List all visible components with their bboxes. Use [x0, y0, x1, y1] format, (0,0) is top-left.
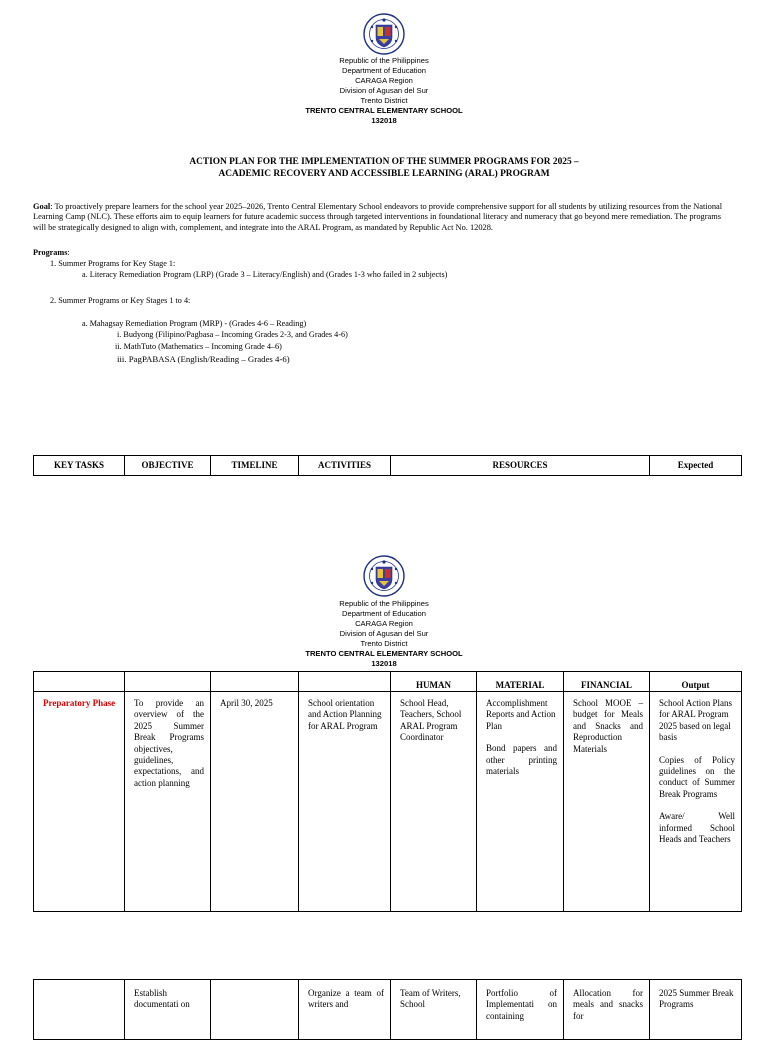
goal-paragraph [33, 202, 733, 233]
deped-seal-logo-page-2 [363, 555, 405, 597]
objective-cell: Establish documentati on [134, 988, 190, 1010]
objective-cell: To provide an overview of the 2025 Summer Break Programs objectives, guidelines, expectations, and action planning [134, 698, 204, 788]
letterhead-department: Department of Education [341, 609, 426, 618]
letterhead-school: TRENTO CENTRAL ELEMENTARY SCHOOL [305, 106, 463, 115]
letterhead-district: Trento District [360, 639, 408, 648]
letterhead-region: CARAGA Region [355, 76, 413, 85]
program-sub-i: i. Budyong (Filipino/Pagbasa – Incoming Grades 2-3, and Grades 4-6) [117, 330, 348, 339]
letterhead [0, 56, 768, 126]
letterhead-school: TRENTO CENTRAL ELEMENTARY SCHOOL [305, 649, 463, 658]
material-item: Bond papers and other printing materials [486, 743, 557, 777]
material-item: Accomplishment Reports and Action Plan [486, 698, 556, 731]
title-line-2: ACADEMIC RECOVERY AND ACCESSIBLE LEARNING (ARAL) PROGRAM [218, 169, 550, 179]
header-expected: Expected [650, 456, 742, 476]
table-row [34, 692, 742, 912]
human-resources-cell: Team of Writers, School [400, 988, 461, 1010]
action-plan-table-header [33, 455, 742, 476]
programs-label: Programs: [33, 248, 70, 257]
header-output: Output [650, 672, 742, 692]
activities-cell: Organize a team of writers and [308, 988, 384, 1010]
letterhead-region: CARAGA Region [355, 619, 413, 628]
program-item-2: 2. Summer Programs or Key Stages 1 to 4: [50, 296, 191, 305]
goal-text: : To proactively prepare learners for the school year 2025–2026, Trento Central Elementary School endeavors to provide comprehensive support for all students by utilizing resources from the National Learning Camp (NLC). These efforts aim to equip learners for future academic success through targeted interventions in foundational literacy and numeracy that go beyond mere remediation. The programs will be strategically designed to align with, complement, and integrate into the ARAL Program, as mandated by Republic Act No. 12028. [33, 202, 723, 232]
human-resources-cell: School Head, Teachers, School ARAL Program Coordinator [400, 698, 462, 743]
header-timeline: TIMELINE [211, 456, 299, 476]
material-resources-cell: Portfolio of Implementati on containing [486, 988, 557, 1021]
letterhead-country: Republic of the Philippines [339, 56, 429, 65]
title-line-1: ACTION PLAN FOR THE IMPLEMENTATION OF THE SUMMER PROGRAMS FOR 2025 – [189, 157, 579, 167]
table-row [34, 980, 742, 1040]
header-human: HUMAN [391, 672, 477, 692]
header-activities: ACTIVITIES [299, 456, 391, 476]
program-sub-iii: iii. PagPABASA (English/Reading – Grades 4-6) [117, 354, 290, 364]
program-item-1a: a. Literacy Remediation Program (LRP) (Grade 3 – Literacy/English) and (Grades 1-3 who failed in 2 subjects) [82, 270, 448, 279]
activities-cell: School orientation and Action Planning for ARAL Program [308, 698, 382, 731]
output-item: School Action Plans for ARAL Program 2025 based on legal basis [659, 698, 733, 743]
letterhead-school-id: 132018 [371, 659, 397, 668]
material-resources-cell [477, 692, 563, 777]
action-plan-table-continued [33, 979, 742, 1040]
letterhead-division: Division of Agusan del Sur [339, 86, 429, 95]
document-title [0, 156, 768, 180]
financial-resources-cell: Allocation for meals and snacks for [573, 988, 643, 1021]
header-key-tasks: KEY TASKS [34, 456, 125, 476]
deped-seal-logo [363, 13, 405, 55]
letterhead-department: Department of Education [341, 66, 426, 75]
program-sub-ii: ii. MathTuto (Mathematics – Incoming Grade 4–6) [115, 342, 282, 351]
header-financial: FINANCIAL [564, 672, 650, 692]
key-task-preparatory-phase: Preparatory Phase [43, 698, 116, 708]
letterhead-division: Division of Agusan del Sur [339, 629, 429, 638]
program-item-1: 1. Summer Programs for Key Stage 1: [50, 259, 176, 268]
letterhead-country: Republic of the Philippines [339, 599, 429, 608]
expected-output-cell: 2025 Summer Break Programs [659, 988, 734, 1010]
output-item: Aware/ Well informed School Heads and Teachers [659, 811, 735, 845]
header-material: MATERIAL [477, 672, 564, 692]
expected-output-cell [650, 692, 741, 845]
timeline-cell: April 30, 2025 [220, 698, 273, 708]
table-subheader-row [34, 672, 742, 692]
letterhead-district: Trento District [360, 96, 408, 105]
header-objective: OBJECTIVE [125, 456, 211, 476]
action-plan-table [33, 671, 742, 912]
output-item: Copies of Policy guidelines on the conduct of Summer Break Programs [659, 754, 735, 799]
goal-label: Goal [33, 202, 51, 211]
financial-resources-cell: School MOOE – budget for Meals and Snacks and Reproduction Materials [573, 698, 643, 754]
program-item-2a: a. Mahagsay Remediation Program (MRP) - (Grades 4-6 – Reading) [82, 319, 307, 328]
letterhead-school-id: 132018 [371, 116, 397, 125]
header-resources: RESOURCES [391, 456, 650, 476]
letterhead-page-2 [0, 599, 768, 669]
